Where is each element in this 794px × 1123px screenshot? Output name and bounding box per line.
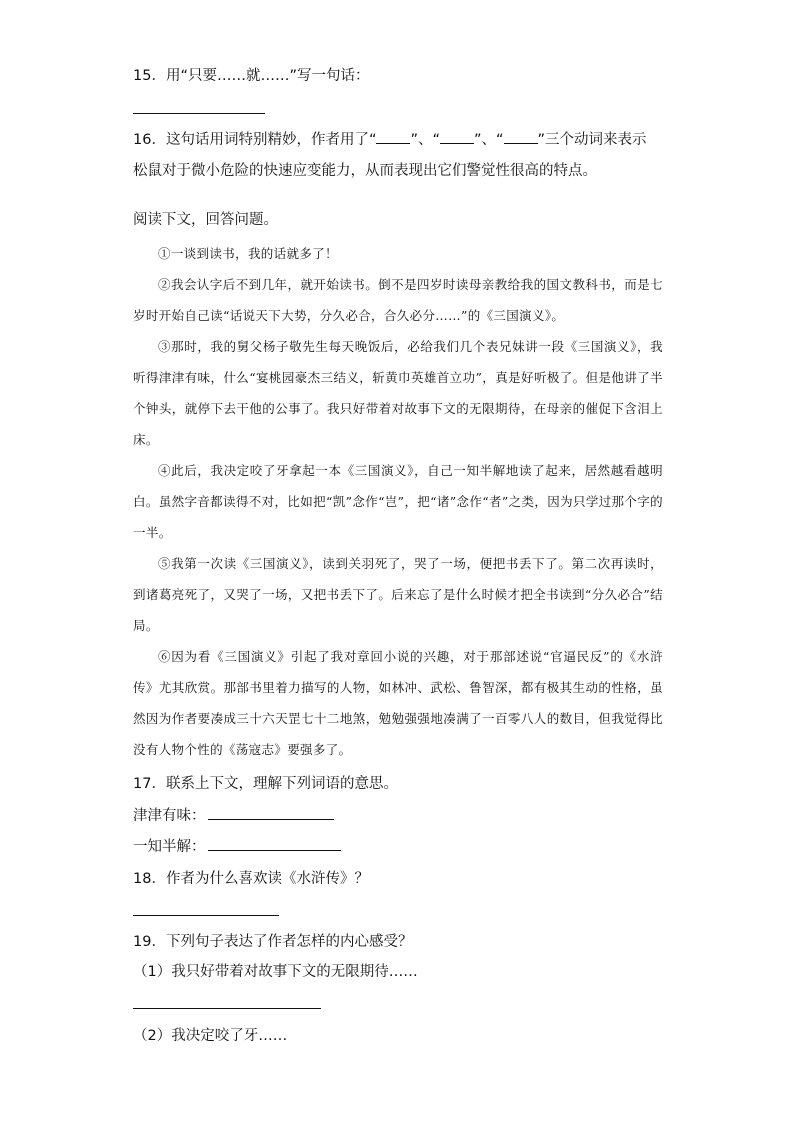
paragraph-2: ②我会认字后不到几年，就开始读书。倒不是四岁时读母亲教给我的国文教科书，而是七岁时开始自己读“话说天下大势，分久必合，合久必分……”的《三国演义》。: [133, 277, 663, 323]
answer-line-18[interactable]: [133, 915, 279, 916]
q17-item-2: [133, 837, 341, 857]
paragraph-6: ⑥因为看《三国演义》引起了我对章回小说的兴趣，对于那部述说“官逼民反”的《水浒传》尤其欣赏。那部书里着力描写的人物，如林冲、武松、鲁智深，都有极其生动的性格，虽然因为作者要凑成三十六天罡七十二地煞，勉勉强强地凑满了一百零八人的数目，但我觉得比没有人物个性的《荡寇志》要强多了。: [133, 649, 663, 757]
question-15: 15．用“只要……就……”写一句话：: [133, 68, 370, 84]
q17-answer-line-1[interactable]: [208, 818, 334, 820]
answer-line-19-1[interactable]: [133, 1008, 321, 1009]
q16-text-d: ”三个动词来表示: [537, 132, 647, 148]
question-16-line-2: 松鼠对于微小危险的快速应变能力，从而表现出它们警觉性很高的特点。: [133, 163, 597, 179]
q16-text-c: ”、“: [474, 132, 504, 148]
q16-blank-2[interactable]: [440, 131, 474, 144]
q17-term-2: 一知半解：: [133, 839, 206, 855]
paragraph-1: ①一谈到读书，我的话就多了！: [158, 246, 338, 261]
q16-text-b: ”、“: [410, 132, 440, 148]
q19-item-2: （2）我决定咬了牙……: [133, 1028, 288, 1044]
q17-answer-line-2[interactable]: [208, 849, 341, 851]
q16-text-a: 16．这句话用词特别精妙，作者用了“: [133, 132, 377, 148]
q16-blank-3[interactable]: [504, 131, 538, 144]
question-16-line-1: [133, 130, 647, 150]
q17-item-1: [133, 806, 334, 826]
question-17: 17．联系上下文，理解下列词语的意思。: [133, 776, 398, 792]
reading-instruction: 阅读下文，回答问题。: [133, 212, 278, 228]
question-18: 18．作者为什么喜欢读《水浒传》？: [133, 871, 369, 887]
q17-term-1: 津津有味：: [133, 808, 206, 824]
q19-item-1: （1）我只好带着对故事下文的无限期待……: [133, 964, 418, 980]
paragraph-5: ⑤我第一次读《三国演义》，读到关羽死了，哭了一场，便把书丢下了。第二次再读时，到诸葛亮死了，又哭了一场，又把书丢下了。后来忘了是什么时候才把全书读到“分久必合”结局。: [133, 556, 663, 633]
question-19: 19．下列句子表达了作者怎样的内心感受？: [133, 934, 413, 950]
paragraph-3: ③那时，我的舅父杨子敬先生每天晚饭后，必给我们几个表兄妹讲一段《三国演义》，我听得津津有味，什么“宴桃园豪杰三结义，斩黄巾英雄首立功”，真是好听极了。但是他讲了半个钟头，就停下去干他的公事了。我只好带着对故事下文的无限期待，在母亲的催促下含泪上床。: [133, 339, 663, 447]
reading-passage: [133, 238, 663, 765]
q16-blank-1[interactable]: [376, 131, 410, 144]
paragraph-4: ④此后，我决定咬了牙拿起一本《三国演义》，自己一知半解地读了起来，居然越看越明白。虽然字音都读得不对，比如把“凯”念作“岂”，把“诸”念作“者”之类，因为只学过那个字的一半。: [133, 463, 663, 540]
answer-line-15[interactable]: [133, 113, 265, 114]
